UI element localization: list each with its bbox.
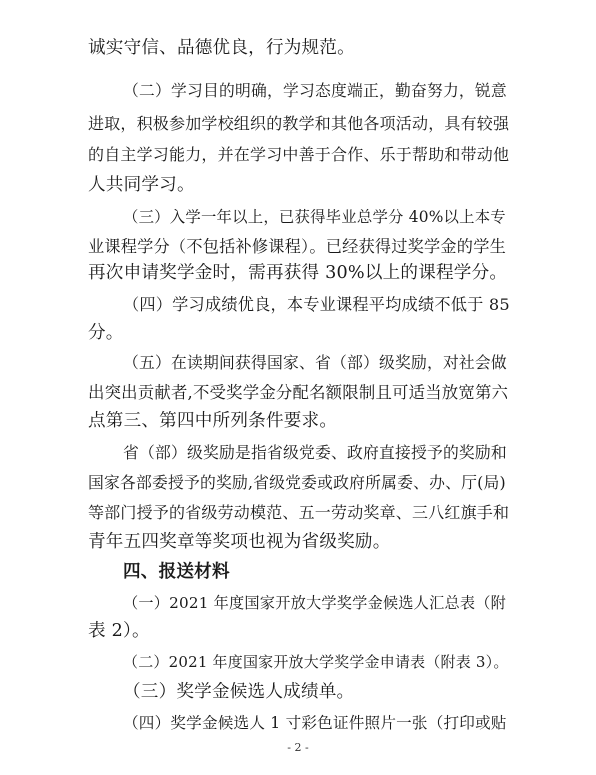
- text-line: 人共同学习。: [88, 175, 195, 195]
- text-line: 分。: [88, 323, 124, 343]
- text-line: 业课程学分（不包括补修课程）。已经获得过奖学金的学生: [88, 237, 506, 256]
- text-line: 诚实守信、品德优良，行为规范。: [88, 38, 355, 58]
- text-line: （三）奖学金候选人成绩单。: [123, 682, 355, 702]
- text-line: 进取，积极参加学校组织的教学和其他各项活动，具有较强: [88, 114, 510, 133]
- text-line: 等部门授予的省级劳动模范、五一劳动奖章、三八红旗手和: [88, 503, 510, 522]
- text-line: 国家各部委授予的奖励,省级党委或政府所属委、办、厅(局): [88, 473, 506, 492]
- text-line: 表 2）。: [88, 621, 150, 641]
- text-line: 点第三、第四中所列条件要求。: [88, 411, 338, 431]
- text-line: （一）2021 年度国家开放大学奖学金候选人汇总表（附: [123, 594, 507, 612]
- text-line: （四）奖学金候选人 1 寸彩色证件照片一张（打印或贴: [123, 714, 507, 732]
- text-line: （五）在读期间获得国家、省（部）级奖励，对社会做: [123, 353, 507, 372]
- text-line: （二）学习目的明确，学习态度端正，勤奋努力，锐意: [123, 81, 507, 100]
- text-line: 青年五四奖章等奖项也视为省级奖励。: [88, 532, 391, 552]
- text-line: （四）学习成绩优良，本专业课程平均成绩不低于 85: [123, 295, 510, 314]
- page-number: - 2 -: [287, 741, 309, 754]
- text-line: （三）入学一年以上，已获得毕业总学分 40%以上本专: [123, 208, 506, 226]
- text-line: 的自主学习能力，并在学习中善于合作、乐于帮助和带动他: [88, 145, 510, 164]
- text-line: 出突出贡献者,不受奖学金分配名额限制且可适当放宽第六: [88, 383, 509, 402]
- text-line: （二）2021 年度国家开放大学奖学金申请表（附表 3）。: [123, 653, 509, 671]
- section-heading: 四、报送材料: [123, 562, 230, 582]
- text-line: 再次申请奖学金时，需再获得 30%以上的课程学分。: [88, 263, 508, 283]
- text-line: 省（部）级奖励是指省级党委、政府直接授予的奖励和: [123, 443, 507, 462]
